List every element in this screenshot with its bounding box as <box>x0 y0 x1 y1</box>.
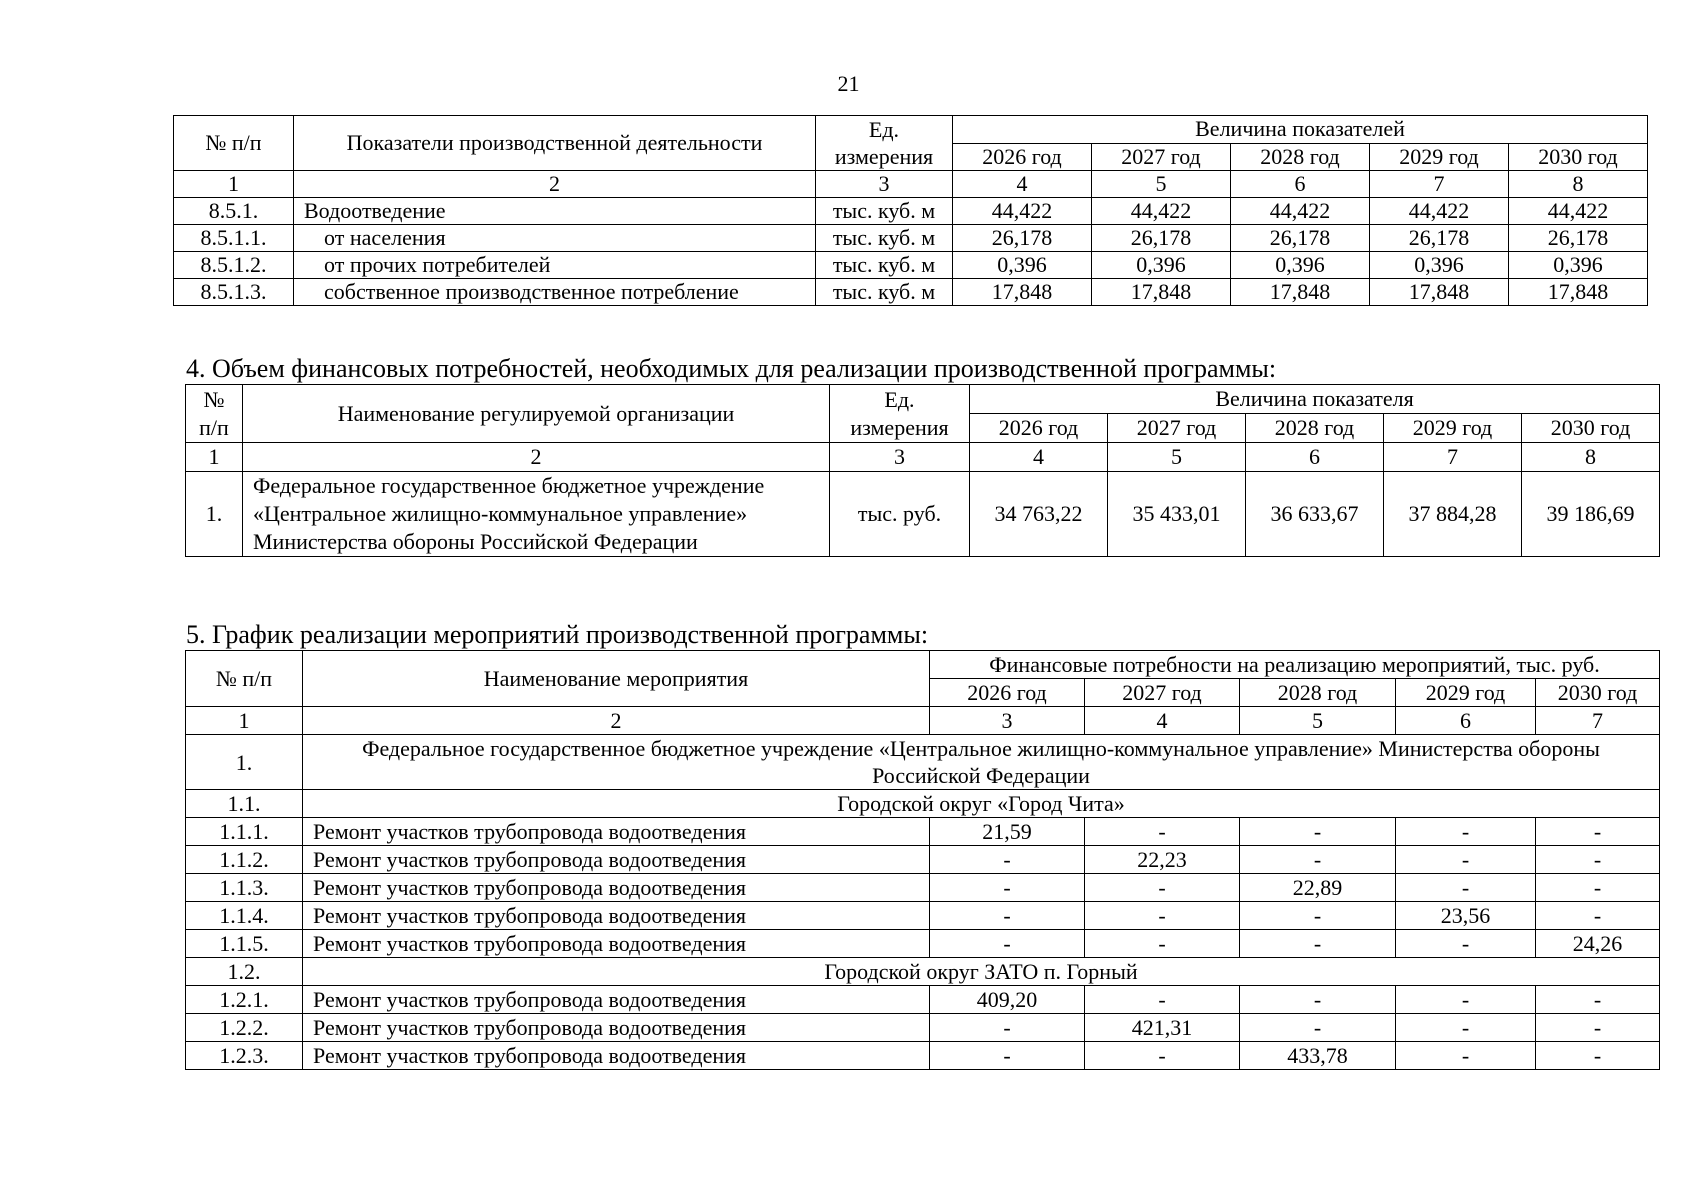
row-value: 44,422 <box>1509 198 1648 225</box>
header-num: № п/п <box>174 116 294 171</box>
row-num: 1. <box>186 472 243 557</box>
header-organization: Наименование регулируемой организации <box>243 385 830 443</box>
row-unit: тыс. куб. м <box>816 279 953 306</box>
row-value: 0,396 <box>1509 252 1648 279</box>
column-number: 1 <box>186 443 243 472</box>
row-value: - <box>1085 902 1240 930</box>
column-numbers-row <box>186 707 1660 735</box>
row-unit: тыс. куб. м <box>816 198 953 225</box>
column-number: 6 <box>1396 707 1536 735</box>
row-value: - <box>930 874 1085 902</box>
table-row <box>186 902 1660 930</box>
column-number: 6 <box>1231 171 1370 198</box>
row-num: 1.2. <box>186 958 303 986</box>
row-value: 26,178 <box>1509 225 1648 252</box>
column-number: 7 <box>1370 171 1509 198</box>
row-value: 24,26 <box>1536 930 1660 958</box>
row-value: 17,848 <box>1370 279 1509 306</box>
section-4-title: 4. Объем финансовых потребностей, необходимых для реализации производственной программы: <box>186 354 1277 383</box>
column-number: 2 <box>294 171 816 198</box>
header-year: 2026 год <box>930 679 1085 707</box>
row-num: 1.1.2. <box>186 846 303 874</box>
schedule-table <box>185 650 1660 1070</box>
row-value: 0,396 <box>953 252 1092 279</box>
header-year: 2027 год <box>1108 414 1246 443</box>
row-value: - <box>1085 930 1240 958</box>
row-value: - <box>1536 986 1660 1014</box>
row-measure: Ремонт участков трубопровода водоотведения <box>303 902 930 930</box>
row-value: 0,396 <box>1370 252 1509 279</box>
column-number: 2 <box>243 443 830 472</box>
header-year: 2030 год <box>1509 143 1648 171</box>
row-value: - <box>1085 1042 1240 1070</box>
group-name: Городской округ «Город Чита» <box>303 790 1660 818</box>
header-year: 2030 год <box>1522 414 1660 443</box>
column-number: 1 <box>186 707 303 735</box>
row-value: 26,178 <box>953 225 1092 252</box>
header-num: № п/п <box>186 651 303 707</box>
header-year: 2027 год <box>1085 679 1240 707</box>
row-value: - <box>1396 818 1536 846</box>
row-value: 36 633,67 <box>1246 472 1384 557</box>
row-value: - <box>930 902 1085 930</box>
group-row <box>186 958 1660 986</box>
row-value: 0,396 <box>1231 252 1370 279</box>
column-number: 8 <box>1522 443 1660 472</box>
column-number: 7 <box>1536 707 1660 735</box>
header-values-group: Финансовые потребности на реализацию мероприятий, тыс. руб. <box>930 651 1660 679</box>
column-number: 3 <box>816 171 953 198</box>
row-value: 39 186,69 <box>1522 472 1660 557</box>
row-value: 17,848 <box>1231 279 1370 306</box>
header-measure: Наименование мероприятия <box>303 651 930 707</box>
row-indicator: от прочих потребителей <box>294 252 816 279</box>
row-value: 22,89 <box>1240 874 1396 902</box>
table-row <box>186 818 1660 846</box>
table-header-row <box>186 651 1660 679</box>
column-number: 6 <box>1246 443 1384 472</box>
row-value: - <box>1396 986 1536 1014</box>
organization-row <box>186 735 1660 790</box>
header-values-group: Величина показателей <box>953 116 1648 144</box>
table-row <box>186 1042 1660 1070</box>
row-value: 21,59 <box>930 818 1085 846</box>
header-unit: Ед. измерения <box>830 385 970 443</box>
row-value: - <box>1240 986 1396 1014</box>
row-num: 1.2.2. <box>186 1014 303 1042</box>
table-row <box>174 198 1648 225</box>
header-year: 2028 год <box>1240 679 1396 707</box>
row-value: 26,178 <box>1092 225 1231 252</box>
row-value: - <box>1536 874 1660 902</box>
page-number: 21 <box>837 71 860 96</box>
header-unit: Ед. измерения <box>816 116 953 171</box>
row-num: 8.5.1. <box>174 198 294 225</box>
row-value: - <box>1085 874 1240 902</box>
row-num: 8.5.1.3. <box>174 279 294 306</box>
row-value: 44,422 <box>1231 198 1370 225</box>
row-value: 35 433,01 <box>1108 472 1246 557</box>
row-measure: Ремонт участков трубопровода водоотведения <box>303 986 930 1014</box>
row-value: - <box>1085 818 1240 846</box>
header-year: 2029 год <box>1396 679 1536 707</box>
row-value: - <box>1396 930 1536 958</box>
row-value: - <box>1396 846 1536 874</box>
row-value: 0,396 <box>1092 252 1231 279</box>
column-number: 4 <box>970 443 1108 472</box>
column-number: 3 <box>930 707 1085 735</box>
row-value: - <box>1240 846 1396 874</box>
row-value: - <box>1536 902 1660 930</box>
row-value: 44,422 <box>953 198 1092 225</box>
row-value: - <box>1240 930 1396 958</box>
column-number: 3 <box>830 443 970 472</box>
row-indicator: от населения <box>294 225 816 252</box>
row-value: - <box>1536 846 1660 874</box>
column-number: 5 <box>1092 171 1231 198</box>
row-organization: Федеральное государственное бюджетное учреждение «Центральное жилищно-коммунальное управление» Министерства обороны Российской Федерации <box>243 472 830 557</box>
row-num: 1.1.5. <box>186 930 303 958</box>
row-value: 17,848 <box>1509 279 1648 306</box>
row-num: 1.2.3. <box>186 1042 303 1070</box>
row-value: - <box>1536 1042 1660 1070</box>
column-number: 7 <box>1384 443 1522 472</box>
row-measure: Ремонт участков трубопровода водоотведения <box>303 846 930 874</box>
header-values-group: Величина показателя <box>970 385 1660 414</box>
header-year: 2028 год <box>1246 414 1384 443</box>
column-numbers-row <box>174 171 1648 198</box>
table-row <box>186 846 1660 874</box>
header-num: № п/п <box>186 385 243 443</box>
row-value: - <box>1396 1014 1536 1042</box>
organization-name: Федеральное государственное бюджетное учреждение «Центральное жилищно-коммунальное управление» Министерства обороны Российской Федерации <box>303 735 1660 790</box>
row-value: 44,422 <box>1370 198 1509 225</box>
row-value: 409,20 <box>930 986 1085 1014</box>
table-row <box>186 1014 1660 1042</box>
column-numbers-row <box>186 443 1660 472</box>
row-measure: Ремонт участков трубопровода водоотведения <box>303 1014 930 1042</box>
row-unit: тыс. руб. <box>830 472 970 557</box>
row-unit: тыс. куб. м <box>816 225 953 252</box>
column-number: 4 <box>1085 707 1240 735</box>
section-5-title: 5. График реализации мероприятий производственной программы: <box>186 620 929 649</box>
row-value: - <box>930 1042 1085 1070</box>
row-indicator: Водоотведение <box>294 198 816 225</box>
row-value: 421,31 <box>1085 1014 1240 1042</box>
row-value: 26,178 <box>1370 225 1509 252</box>
group-row <box>186 790 1660 818</box>
row-num: 1.1.1. <box>186 818 303 846</box>
row-measure: Ремонт участков трубопровода водоотведения <box>303 874 930 902</box>
row-indicator: собственное производственное потребление <box>294 279 816 306</box>
header-year: 2026 год <box>970 414 1108 443</box>
column-number: 5 <box>1240 707 1396 735</box>
row-value: - <box>1536 818 1660 846</box>
row-value: - <box>930 846 1085 874</box>
row-value: 22,23 <box>1085 846 1240 874</box>
row-value: - <box>1536 1014 1660 1042</box>
column-number: 8 <box>1509 171 1648 198</box>
row-num: 1.1.3. <box>186 874 303 902</box>
header-year: 2028 год <box>1231 143 1370 171</box>
table-row <box>186 986 1660 1014</box>
table-row <box>174 279 1648 306</box>
row-value: 26,178 <box>1231 225 1370 252</box>
header-year: 2029 год <box>1384 414 1522 443</box>
production-indicators-table <box>173 115 1648 306</box>
row-value: 44,422 <box>1092 198 1231 225</box>
column-number: 2 <box>303 707 930 735</box>
table-row <box>186 472 1660 557</box>
row-num: 1.2.1. <box>186 986 303 1014</box>
header-indicator: Показатели производственной деятельности <box>294 116 816 171</box>
row-value: - <box>1240 1014 1396 1042</box>
column-number: 4 <box>953 171 1092 198</box>
row-value: - <box>930 930 1085 958</box>
row-num: 8.5.1.1. <box>174 225 294 252</box>
row-value: - <box>1396 1042 1536 1070</box>
header-year: 2029 год <box>1370 143 1509 171</box>
row-value: - <box>1396 874 1536 902</box>
row-value: 23,56 <box>1396 902 1536 930</box>
table-row <box>174 252 1648 279</box>
row-value: - <box>1085 986 1240 1014</box>
table-row <box>186 930 1660 958</box>
row-num: 1. <box>186 735 303 790</box>
row-num: 1.1. <box>186 790 303 818</box>
financial-needs-table <box>185 384 1660 557</box>
table-header-row <box>174 116 1648 144</box>
row-measure: Ремонт участков трубопровода водоотведения <box>303 1042 930 1070</box>
row-num: 1.1.4. <box>186 902 303 930</box>
row-value: 433,78 <box>1240 1042 1396 1070</box>
column-number: 1 <box>174 171 294 198</box>
header-year: 2026 год <box>953 143 1092 171</box>
row-value: - <box>1240 902 1396 930</box>
row-value: 17,848 <box>1092 279 1231 306</box>
row-num: 8.5.1.2. <box>174 252 294 279</box>
row-value: 34 763,22 <box>970 472 1108 557</box>
row-value: - <box>930 1014 1085 1042</box>
table-row <box>186 874 1660 902</box>
header-year: 2027 год <box>1092 143 1231 171</box>
row-unit: тыс. куб. м <box>816 252 953 279</box>
row-value: 37 884,28 <box>1384 472 1522 557</box>
row-value: - <box>1240 818 1396 846</box>
row-measure: Ремонт участков трубопровода водоотведения <box>303 818 930 846</box>
row-measure: Ремонт участков трубопровода водоотведения <box>303 930 930 958</box>
header-year: 2030 год <box>1536 679 1660 707</box>
column-number: 5 <box>1108 443 1246 472</box>
table-header-row <box>186 385 1660 414</box>
row-value: 17,848 <box>953 279 1092 306</box>
table-row <box>174 225 1648 252</box>
group-name: Городской округ ЗАТО п. Горный <box>303 958 1660 986</box>
